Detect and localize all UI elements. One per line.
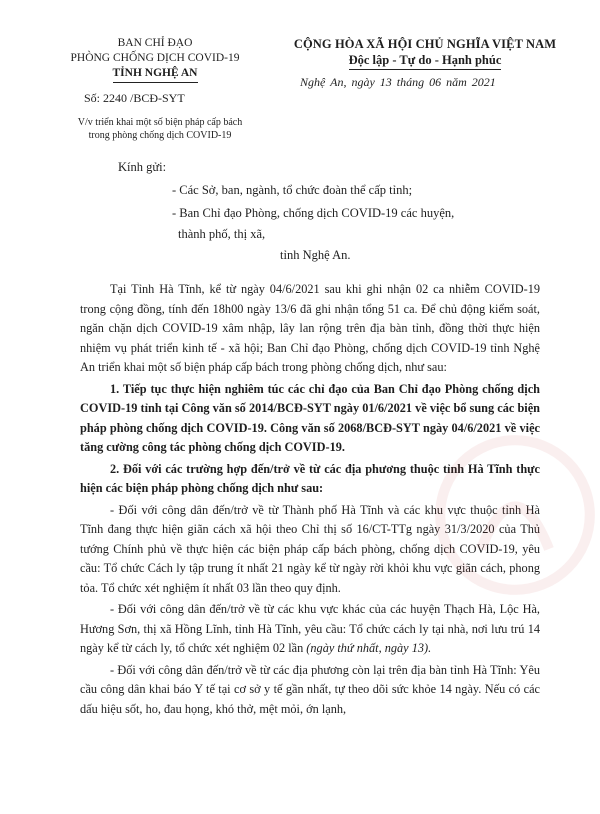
recipient-item: - Ban Chỉ đạo Phòng, chống dịch COVID-19 các huyện, bbox=[172, 206, 455, 220]
agency-line-3: TỈNH NGHỆ AN bbox=[113, 66, 198, 83]
subject-line-2: trong phòng chống dịch COVID-19 bbox=[88, 130, 232, 141]
section-1-text: 1. Tiếp tục thực hiện nghiêm túc các chỉ đạo của Ban Chỉ đạo Phòng chống dịch COVID-19 tỉnh tại Công văn số 2014/BCĐ-SYT ngày 01/6/2021 về việc bổ sung các biện pháp phòng chống dịch COVID-19. Công văn số 2068/BCĐ-SYT ngày 04/6/2021 về việc tăng cường công tác phòng chống dịch COVID-19. bbox=[80, 381, 540, 454]
section-2b-paragraph bbox=[80, 600, 540, 659]
nation-title: CỘNG HÒA XÃ HỘI CHỦ NGHĨA VIỆT NAM bbox=[293, 37, 557, 51]
document-subject bbox=[50, 116, 270, 142]
recipients-label: Kính gửi: bbox=[118, 160, 167, 174]
recipient-item: - Các Sở, ban, ngành, tổ chức đoàn thể cấp tỉnh; bbox=[172, 183, 413, 197]
issuing-agency bbox=[50, 36, 260, 83]
section-2a-paragraph: - Đối với công dân đến/trở về từ Thành phố Hà Tĩnh và các khu vực thuộc tỉnh Hà Tĩnh đang thực hiện giãn cách xã hội theo Chỉ thị số 16/CT-TTg ngày 31/3/2020 của Thủ tướng Chính phủ về thực hiện các biện pháp cấp bách phòng, chống dịch COVID-19, yêu cầu: Tổ chức Cách ly tập trung ít nhất 21 ngày kể từ ngày rời khỏi khu vực giãn cách, phong tỏa. Tổ chức xét nghiệm ít nhất 03 lần theo quy định. bbox=[80, 502, 540, 595]
dateline: Nghệ An, ngày 13 tháng 06 năm 2021 bbox=[300, 75, 496, 89]
section-2b-italic-note: (ngày thứ nhất, ngày 13). bbox=[306, 641, 432, 655]
watermark-logo bbox=[430, 430, 600, 600]
section-2b-text: - Đối với công dân đến/trở về từ các khu vực khác của các huyện Thạch Hà, Lộc Hà, Hương Sơn, thị xã Hồng Lĩnh, tỉnh Hà Tĩnh, yêu cầu: Tổ chức cách ly tại nhà, nơi lưu trú 14 ngày kể từ cách ly, tổ chức xét nghiệm 02 lần bbox=[80, 602, 540, 655]
section-2c-paragraph: - Đối với công dân đến/trở về từ các địa phương còn lại trên địa bàn tỉnh Hà Tĩnh: Yêu cầu công dân khai báo Y tế tại cơ sở y tế gần nhất, tự theo dõi sức khỏe 14 ngày. Nếu có các dấu hiệu sốt, ho, đau họng, khó thở, mệt mỏi, ớn lạnh, bbox=[80, 662, 540, 716]
national-header bbox=[275, 36, 575, 70]
recipient-item: tỉnh Nghệ An. bbox=[280, 248, 351, 262]
agency-line-2: PHÒNG CHỐNG DỊCH COVID-19 bbox=[70, 52, 240, 64]
recipient-item: thành phố, thị xã, bbox=[178, 227, 266, 241]
document-number: Số: 2240 /BCĐ-SYT bbox=[84, 91, 185, 105]
subject-line-1: V/v triển khai một số biện pháp cấp bách bbox=[77, 117, 243, 128]
intro-paragraph: Tại Tỉnh Hà Tĩnh, kể từ ngày 04/6/2021 sau khi ghi nhận 02 ca nhiễm COVID-19 trong cộng đồng, tính đến 18h00 ngày 13/6 đã ghi nhận tổng 51 ca. Để chủ động kiểm soát, ngăn chặn dịch COVID-19 xâm nhập, lây lan rộng trên địa bàn tỉnh, đồng thời thực hiện nhiệm vụ phát triển kinh tế - xã hội; Ban Chỉ đạo Phòng, chống dịch COVID-19 tỉnh Nghệ An triển khai một số biện pháp cấp bách trong phòng chống dịch, như sau: bbox=[80, 282, 540, 374]
agency-line-1: BAN CHỈ ĐẠO bbox=[117, 37, 193, 49]
national-motto: Độc lập - Tự do - Hạnh phúc bbox=[349, 52, 502, 70]
section-2-text: 2. Đối với các trường hợp đến/trở về từ các địa phương thuộc tỉnh Hà Tĩnh thực hiện các biện pháp phòng chống dịch như sau: bbox=[80, 461, 540, 495]
